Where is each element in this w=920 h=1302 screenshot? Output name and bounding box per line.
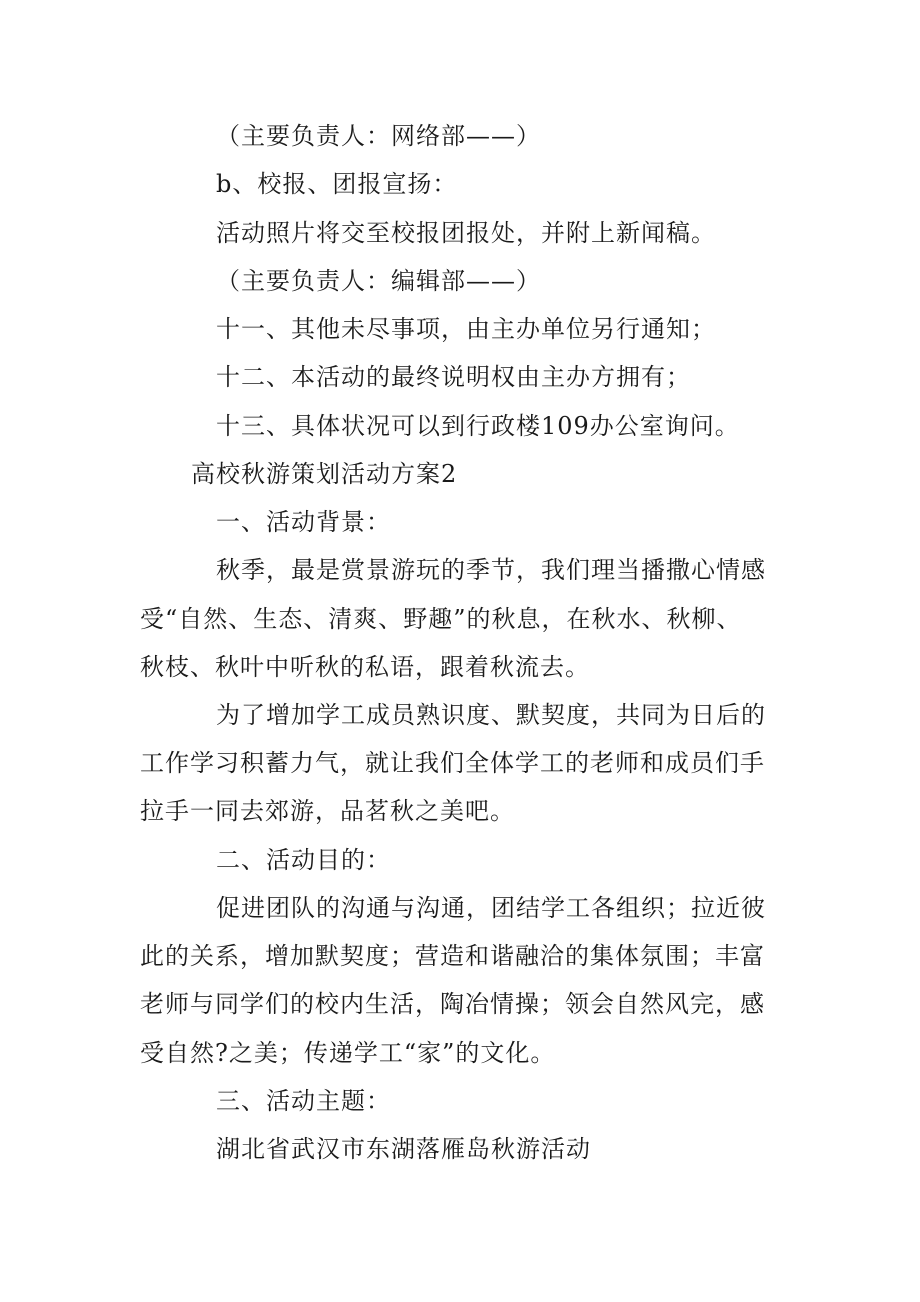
responsible-editorial: （主要负责人：编辑部——） [216, 267, 541, 295]
purpose-line4: 受自然?之美；传递学工“家”的文化。 [140, 1039, 556, 1067]
purpose-heading: 二、活动目的： [216, 846, 391, 874]
background-heading: 一、活动背景： [216, 508, 391, 536]
background-para1-line3: 秋枝、秋叶中听秋的私语，跟着秋流去。 [140, 653, 590, 681]
background-para2-line1: 为了增加学工成员熟识度、默契度，共同为日后的 [216, 701, 766, 729]
item-eleven: 十一、其他未尽事项，由主办单位另行通知； [216, 315, 716, 343]
background-para1-line2: 受“自然、生态、清爽、野趣”的秋息，在秋水、秋柳、 [140, 605, 742, 633]
purpose-line2: 此的关系，增加默契度；营造和谐融洽的集体氛围；丰富 [140, 942, 765, 970]
section-title: 高校秋游策划活动方案2 [191, 460, 458, 488]
responsible-network: （主要负责人：网络部——） [216, 122, 541, 150]
school-paper-heading: b、校报、团报宣扬： [216, 170, 458, 198]
photos-note: 活动照片将交至校报团报处，并附上新闻稿。 [216, 219, 716, 247]
background-para2-line2: 工作学习积蓄力气，就让我们全体学工的老师和成员们手 [140, 749, 765, 777]
theme-text: 湖北省武汉市东湖落雁岛秋游活动 [216, 1135, 591, 1163]
item-thirteen: 十三、具体状况可以到行政楼109办公室询问。 [216, 412, 740, 440]
purpose-line3: 老师与同学们的校内生活，陶冶情操；领会自然风完，感 [140, 990, 765, 1018]
background-para2-line3: 拉手一同去郊游，品茗秋之美吧。 [140, 797, 515, 825]
background-para1-line1: 秋季，最是赏景游玩的季节，我们理当播撒心情感 [216, 556, 766, 584]
purpose-line1: 促进团队的沟通与沟通，团结学工各组织；拉近彼 [216, 894, 766, 922]
item-twelve: 十二、本活动的最终说明权由主办方拥有； [216, 363, 691, 391]
theme-heading: 三、活动主题： [216, 1087, 391, 1115]
